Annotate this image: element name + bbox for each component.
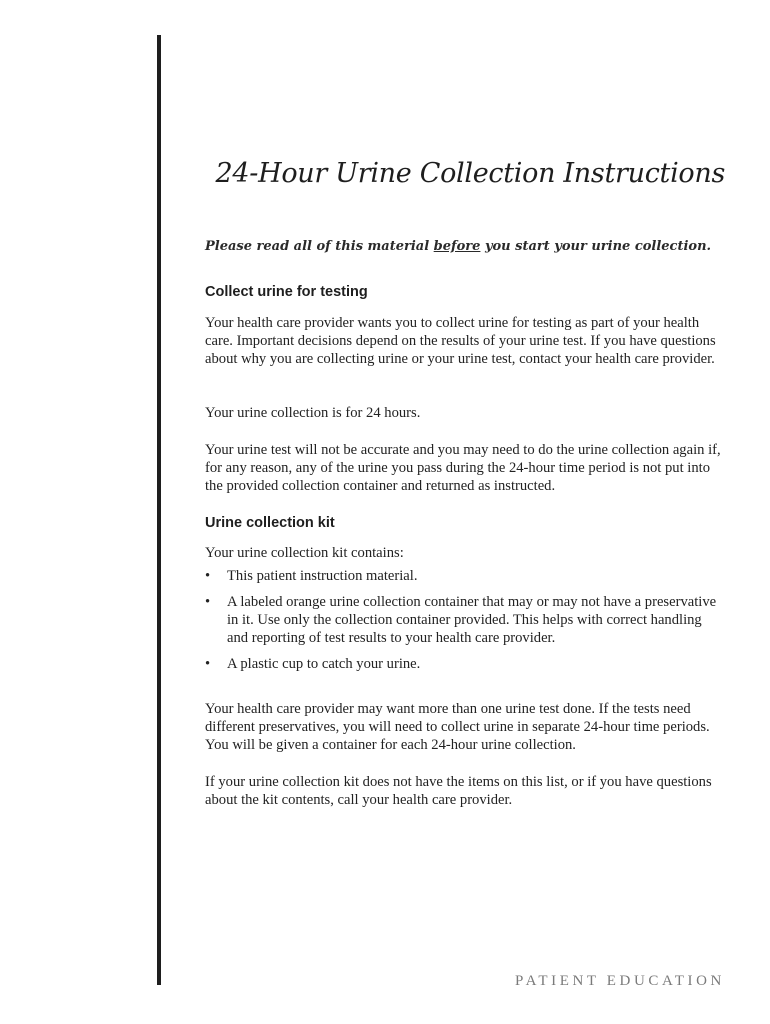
list-item-text: A labeled orange urine collection container that may or may not have a preservative in it. Use only the collection container provided. This helps with correct handling and reporting of test results to your health care provider.: [227, 594, 717, 646]
intro-emphasis: before: [433, 239, 481, 254]
paragraph-provider-wants: Your health care provider wants you to collect urine for testing as part of your health care. Important decisions depend on the results of your urine test. If you have questions about why you are collecting urine or your urine test, contact your health care provider.: [205, 315, 716, 367]
list-item: [205, 567, 725, 585]
list-item: [205, 593, 725, 647]
paragraph-multiple-tests: Your health care provider may want more than one urine test done. If the tests need different preservatives, you will need to collect urine in separate 24-hour time periods. You will be given a container for each 24-hour urine collection.: [205, 701, 710, 753]
kit-items-list: [205, 567, 725, 681]
bullet-icon: •: [205, 594, 211, 610]
paragraph-missing-items: If your urine collection kit does not have the items on this list, or if you have questions about the kit contents, call your health care provider.: [205, 774, 712, 808]
list-item: [205, 655, 725, 673]
page-title: 24-Hour Urine Collection Instructions: [215, 158, 725, 189]
list-item-text: This patient instruction material.: [227, 568, 418, 584]
paragraph-accuracy-warning: Your urine test will not be accurate and you may need to do the urine collection again if, for any reason, any of the urine you pass during the 24-hour time period is not put into the provided collection container and returned as instructed.: [205, 442, 721, 494]
intro-note: [205, 239, 711, 254]
section-heading-kit: Urine collection kit: [205, 515, 335, 531]
footer-label: PATIENT EDUCATION: [515, 973, 725, 989]
kit-lead: Your urine collection kit contains:: [205, 545, 404, 561]
bullet-icon: •: [205, 656, 211, 672]
intro-text-start: Please read all of this material: [205, 239, 434, 254]
paragraph-duration: Your urine collection is for 24 hours.: [205, 405, 421, 421]
intro-text-end: you start your urine collection.: [480, 239, 712, 254]
section-heading-collect: Collect urine for testing: [205, 284, 368, 300]
left-margin-rule: [157, 35, 161, 985]
list-item-text: A plastic cup to catch your urine.: [227, 656, 421, 672]
bullet-icon: •: [205, 568, 211, 584]
